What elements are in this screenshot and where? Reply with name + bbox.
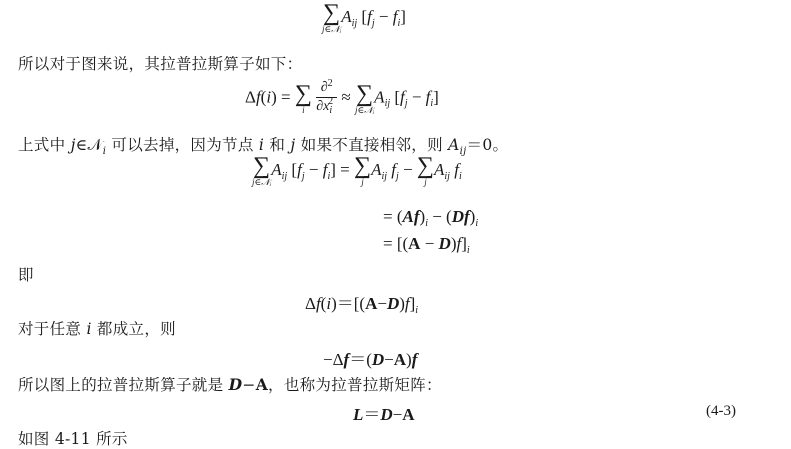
equation-6: L＝D−A [353, 405, 415, 424]
equation-3c: = $[(A - D)f]_i$ [383, 234, 470, 256]
paragraph-line-2: 上式中 j∈𝒩$_i$ 可以去掉，因为节点 i 和 j 如果不直接相邻，则 $A_{ij}=0$。 [18, 136, 509, 157]
paragraph-line-6: 如图 4-11 所示 [18, 430, 128, 448]
equation-4: $\Delta f(i)=[(A-D)f]_i$ [305, 294, 419, 316]
equation-3a: ∑ j∈𝒩ᵢ $A_{ij}$ $[f_j - f_i]$ = ∑ j $A_{ij}$ $f_j$ − ∑ j $A_{ij}$ $f_i$ [252, 153, 462, 187]
equation-3b: = $(Af)_i - (Df)_i$ [383, 207, 479, 229]
equation-2: Δf(i) = ∑ i $\frac{\partial^2}{\partial x_i^2}$ ≈ ∑ j∈𝒩ᵢ $A_{ij}$ $[f_j - f_i]$ [245, 78, 439, 116]
paragraph-line-1: 所以对于图来说，其拉普拉斯算子如下： [18, 55, 303, 73]
paragraph-line-5: 所以图上的拉普拉斯算子就是 D−A，也称为拉普拉斯矩阵： [18, 375, 442, 394]
equation-5: −Δf＝(D−A)f [323, 350, 418, 369]
equation-number: (4-3) [706, 403, 736, 419]
paragraph-line-4: 对于任意 i 都成立，则 [18, 320, 176, 338]
equation-1: ∑ j∈𝒩ᵢ $A_{ij}$ $[f_j - f_i]$ [322, 0, 406, 34]
paragraph-line-3: 即 [18, 266, 34, 284]
